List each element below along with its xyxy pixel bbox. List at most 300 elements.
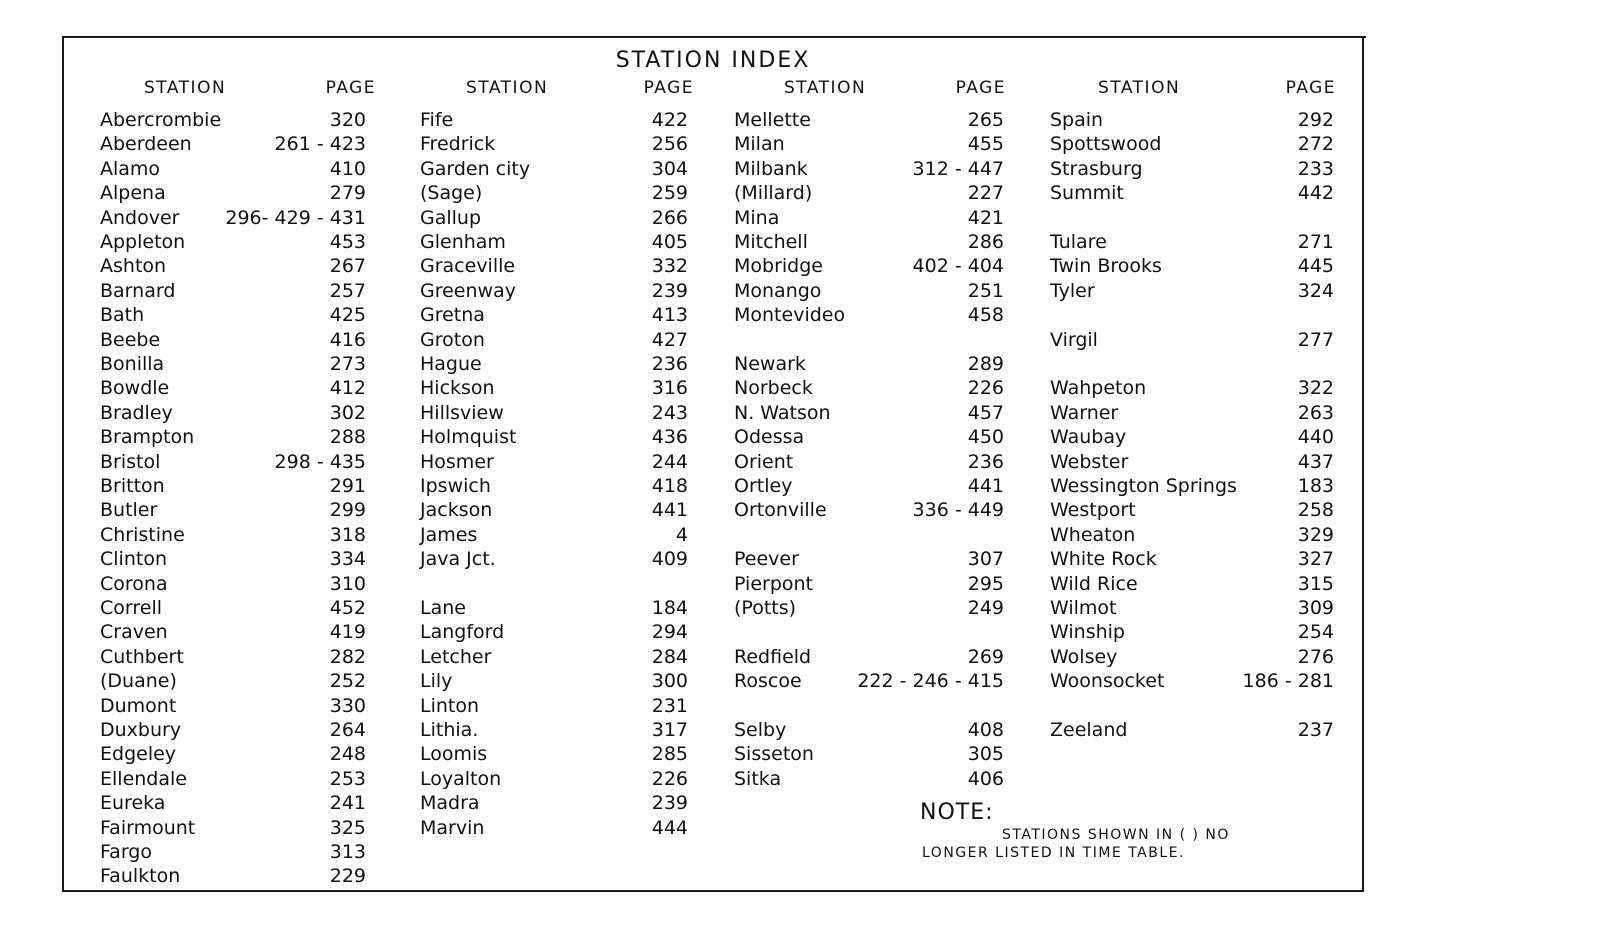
page-number: 239 (651, 792, 688, 815)
station-name: Appleton (100, 231, 186, 253)
table-row (420, 401, 688, 425)
station-name: Butler (100, 499, 158, 522)
page-number: 334 (329, 548, 366, 571)
table-row (420, 645, 688, 669)
table-row (420, 254, 688, 278)
station-name: Wessington Springs (1050, 475, 1237, 497)
table-row (420, 474, 688, 498)
table-row (100, 498, 366, 522)
table-row (420, 157, 688, 181)
station-name: Holmquist (420, 426, 517, 449)
table-row (734, 669, 1004, 693)
table-row (100, 230, 366, 254)
station-header: STATION (1098, 78, 1181, 98)
station-name: Fargo (100, 841, 152, 863)
station-name: Milbank (734, 157, 808, 180)
station-name: Mellette (734, 109, 811, 131)
page-number: 4 (675, 523, 688, 546)
station-name: Summit (1050, 182, 1124, 205)
page-number: 252 (329, 670, 366, 693)
station-name: Spain (1050, 109, 1104, 131)
page-number: 322 (1297, 377, 1334, 400)
page-number: 440 (1297, 426, 1334, 449)
page-number: 315 (1297, 572, 1334, 595)
station-name: Lithia. (420, 719, 479, 741)
table-row (420, 108, 688, 132)
page-number: 227 (967, 182, 1004, 205)
station-name: Loyalton (420, 767, 502, 790)
table-row (1050, 620, 1334, 644)
page-header: PAGE (1285, 78, 1336, 98)
station-name: Barnard (100, 279, 176, 302)
station-name: Bonilla (100, 353, 165, 375)
table-row (100, 450, 366, 474)
station-name: Beebe (100, 328, 161, 351)
table-row (100, 791, 366, 815)
table-row (100, 328, 366, 352)
table-row (1050, 401, 1334, 425)
page-number: 288 (329, 426, 366, 449)
page-number: 236 (967, 450, 1004, 473)
table-row (1050, 376, 1334, 400)
page-number: 307 (967, 548, 1004, 571)
station-name: Tyler (1050, 279, 1095, 302)
table-row (100, 645, 366, 669)
table-row (1050, 572, 1334, 596)
table-row (420, 181, 688, 205)
page-number: 263 (1297, 401, 1334, 424)
table-row (734, 352, 1004, 376)
page-number: 444 (651, 816, 688, 839)
table-row (1050, 328, 1334, 352)
table-row (100, 376, 366, 400)
table-row (420, 206, 688, 230)
page-number: 264 (329, 719, 366, 741)
station-name: (Sage) (420, 182, 483, 205)
station-name: (Duane) (100, 670, 177, 693)
page-number: 183 (1297, 475, 1334, 497)
station-index-table (62, 36, 1364, 892)
page-number: 289 (967, 353, 1004, 375)
table-row (100, 572, 366, 596)
station-name: Sisseton (734, 743, 814, 766)
table-row (100, 254, 366, 278)
station-name: Ortonville (734, 499, 827, 522)
station-name: Jackson (420, 499, 493, 522)
page-number: 412 (329, 377, 366, 400)
station-name: Spottswood (1050, 133, 1162, 156)
station-name: Warner (1050, 401, 1119, 424)
station-name: Loomis (420, 743, 488, 766)
page-number: 251 (967, 279, 1004, 302)
page-number: 327 (1297, 548, 1334, 571)
page-number: 261 - 423 (274, 133, 366, 156)
station-name: Webster (1050, 450, 1129, 473)
page-number: 272 (1297, 133, 1334, 156)
page-number: 316 (651, 377, 688, 400)
page-number: 295 (967, 572, 1004, 595)
page-number: 286 (967, 231, 1004, 253)
station-name: Java Jct. (420, 548, 496, 571)
page-number: 437 (1297, 450, 1334, 473)
station-name: Wild Rice (1050, 572, 1138, 595)
table-row (100, 523, 366, 547)
station-name: Letcher (420, 645, 492, 668)
page-number: 273 (329, 353, 366, 375)
page-number: 222 - 246 - 415 (857, 670, 1004, 693)
station-name: Wolsey (1050, 645, 1118, 668)
table-row (734, 498, 1004, 522)
table-row (420, 279, 688, 303)
station-name: Tulare (1050, 231, 1107, 253)
station-name: Mina (734, 206, 780, 229)
table-row (420, 547, 688, 571)
station-name: Hickson (420, 377, 495, 400)
table-row (100, 694, 366, 718)
station-name: Ortley (734, 475, 793, 497)
station-name: Odessa (734, 426, 805, 449)
station-name: (Millard) (734, 182, 813, 205)
table-row (100, 157, 366, 181)
table-row (734, 254, 1004, 278)
page-header: PAGE (643, 78, 694, 98)
station-name: Lily (420, 670, 453, 693)
table-row (100, 864, 366, 888)
station-name: Hillsview (420, 401, 504, 424)
station-name: Milan (734, 133, 785, 156)
page-number: 186 - 281 (1242, 670, 1334, 693)
station-name: Pierpont (734, 572, 813, 595)
page-number: 406 (967, 767, 1004, 790)
page-number: 452 (329, 597, 366, 619)
page-number: 318 (329, 523, 366, 546)
page-number: 332 (651, 255, 688, 278)
table-row (734, 425, 1004, 449)
page-number: 421 (967, 206, 1004, 229)
table-row (100, 620, 366, 644)
page-title: STATION INDEX (615, 48, 811, 73)
table-row (420, 425, 688, 449)
page-number: 336 - 449 (912, 499, 1004, 522)
table-row (100, 742, 366, 766)
table-row (1050, 718, 1334, 742)
page-number: 453 (329, 231, 366, 253)
table-row (100, 181, 366, 205)
page-number: 282 (329, 645, 366, 668)
table-row (420, 328, 688, 352)
page-number: 292 (1297, 109, 1334, 131)
table-row (734, 132, 1004, 156)
page-number: 243 (651, 401, 688, 424)
page-number: 236 (651, 353, 688, 375)
station-name: Selby (734, 719, 787, 741)
page-number: 325 (329, 816, 366, 839)
table-row (734, 767, 1004, 791)
table-row (420, 669, 688, 693)
station-name: Christine (100, 523, 185, 546)
station-name: Hague (420, 353, 482, 375)
station-name: James (420, 523, 478, 546)
station-name: Cuthbert (100, 645, 184, 668)
table-row (1050, 450, 1334, 474)
station-name: Alamo (100, 157, 161, 180)
page-number: 300 (651, 670, 688, 693)
table-row (100, 816, 366, 840)
table-row (734, 157, 1004, 181)
station-header: STATION (144, 78, 227, 98)
page-number: 324 (1297, 279, 1334, 302)
station-name: Newark (734, 353, 806, 375)
station-name: Clinton (100, 548, 167, 571)
table-row (100, 206, 366, 230)
page-number: 402 - 404 (912, 255, 1004, 278)
station-name: Ipswich (420, 475, 491, 497)
station-name: Woonsocket (1050, 670, 1165, 693)
page-number: 291 (329, 475, 366, 497)
page-number: 458 (967, 304, 1004, 327)
station-name: Abercrombie (100, 109, 222, 131)
station-name: Dumont (100, 694, 177, 717)
table-row (420, 132, 688, 156)
table-row (420, 620, 688, 644)
page-number: 419 (329, 621, 366, 644)
station-name: Lane (420, 597, 466, 619)
table-row (100, 547, 366, 571)
station-name: Alpena (100, 182, 166, 205)
station-name: Strasburg (1050, 157, 1143, 180)
station-name: Gretna (420, 304, 485, 327)
station-name: Bowdle (100, 377, 170, 400)
page-number: 405 (651, 231, 688, 253)
station-name: Garden city (420, 157, 531, 180)
table-row (734, 279, 1004, 303)
table-row (100, 279, 366, 303)
table-row (100, 767, 366, 791)
station-name: Peever (734, 548, 799, 571)
page-number: 271 (1297, 231, 1334, 253)
station-name: Redfield (734, 645, 812, 668)
station-name: Bath (100, 304, 145, 327)
station-name: Faulkton (100, 865, 181, 888)
table-row (100, 718, 366, 742)
page-number: 310 (329, 572, 366, 595)
table-row (734, 181, 1004, 205)
table-row (1050, 132, 1334, 156)
page-number: 304 (651, 157, 688, 180)
page-number: 266 (651, 206, 688, 229)
page-number: 425 (329, 304, 366, 327)
table-row (100, 401, 366, 425)
page-number: 254 (1297, 621, 1334, 644)
table-row (1050, 523, 1334, 547)
table-row (420, 791, 688, 815)
page-number: 312 - 447 (912, 157, 1004, 180)
station-name: Gallup (420, 206, 482, 229)
page-number: 237 (1297, 719, 1334, 741)
table-row (420, 523, 688, 547)
station-name: Wheaton (1050, 523, 1136, 546)
table-row (1050, 157, 1334, 181)
table-row (1050, 547, 1334, 571)
table-row (1050, 669, 1334, 693)
page-number: 269 (967, 645, 1004, 668)
table-row (420, 816, 688, 840)
station-name: Twin Brooks (1050, 255, 1162, 278)
page-number: 418 (651, 475, 688, 497)
station-name: N. Watson (734, 401, 831, 424)
table-row (1050, 230, 1334, 254)
station-name: Langford (420, 621, 505, 644)
page-number: 184 (651, 597, 688, 619)
table-row (734, 230, 1004, 254)
station-name: Fife (420, 109, 454, 131)
table-row (734, 742, 1004, 766)
station-name: (Potts) (734, 597, 797, 619)
station-name: Ellendale (100, 767, 187, 790)
station-name: Norbeck (734, 377, 813, 400)
table-row (734, 645, 1004, 669)
station-name: Hosmer (420, 450, 494, 473)
page-number: 408 (967, 719, 1004, 741)
page-number: 441 (651, 499, 688, 522)
station-name: Corona (100, 572, 168, 595)
station-name: Winship (1050, 621, 1125, 644)
page-number: 256 (651, 133, 688, 156)
station-name: Edgeley (100, 743, 177, 766)
page-number: 276 (1297, 645, 1334, 668)
table-row (420, 596, 688, 620)
page-number: 441 (967, 475, 1004, 497)
page-number: 309 (1297, 597, 1334, 619)
page-number: 259 (651, 182, 688, 205)
station-name: Sitka (734, 767, 782, 790)
table-row (1050, 254, 1334, 278)
page-number: 296- 429 - 431 (225, 206, 366, 229)
table-row (100, 596, 366, 620)
table-row (420, 450, 688, 474)
note-title: NOTE: (920, 800, 994, 825)
page-number: 284 (651, 645, 688, 668)
page-number: 257 (329, 279, 366, 302)
table-row (734, 376, 1004, 400)
table-row (734, 596, 1004, 620)
table-row (1050, 645, 1334, 669)
station-name: Orient (734, 450, 794, 473)
station-name: White Rock (1050, 548, 1157, 571)
table-row (734, 303, 1004, 327)
table-row (100, 669, 366, 693)
table-row (734, 718, 1004, 742)
page-number: 294 (651, 621, 688, 644)
table-row (100, 303, 366, 327)
page-number: 285 (651, 743, 688, 766)
page-number: 229 (329, 865, 366, 888)
table-row (100, 108, 366, 132)
table-row (734, 206, 1004, 230)
station-name: Mitchell (734, 231, 808, 253)
station-name: Craven (100, 621, 168, 644)
page-number: 305 (967, 743, 1004, 766)
station-name: Wilmot (1050, 597, 1117, 619)
table-row (734, 450, 1004, 474)
station-name: Linton (420, 694, 480, 717)
page-number: 226 (967, 377, 1004, 400)
table-row (420, 230, 688, 254)
table-row (420, 767, 688, 791)
page-number: 450 (967, 426, 1004, 449)
table-row (1050, 474, 1334, 498)
page-number: 299 (329, 499, 366, 522)
table-row (100, 352, 366, 376)
station-name: Fairmount (100, 816, 196, 839)
page-number: 258 (1297, 499, 1334, 522)
table-row (420, 498, 688, 522)
table-row (420, 303, 688, 327)
table-row (734, 401, 1004, 425)
table-row (734, 474, 1004, 498)
station-name: Andover (100, 206, 180, 229)
page-number: 248 (329, 743, 366, 766)
station-name: Wahpeton (1050, 377, 1147, 400)
page-number: 409 (651, 548, 688, 571)
station-name: Bristol (100, 450, 161, 473)
station-name: Westport (1050, 499, 1136, 522)
page-number: 313 (329, 841, 366, 863)
station-name: Greenway (420, 279, 516, 302)
table-row (734, 572, 1004, 596)
table-row (420, 352, 688, 376)
station-name: Duxbury (100, 719, 182, 741)
table-row (100, 132, 366, 156)
station-name: Waubay (1050, 426, 1127, 449)
page-number: 277 (1297, 328, 1334, 351)
table-row (100, 474, 366, 498)
station-name: Ashton (100, 255, 167, 278)
page-number: 436 (651, 426, 688, 449)
station-name: Graceville (420, 255, 516, 278)
station-header: STATION (466, 78, 549, 98)
station-name: Madra (420, 792, 480, 815)
station-name: Bradley (100, 401, 173, 424)
station-name: Roscoe (734, 670, 802, 693)
page-number: 244 (651, 450, 688, 473)
table-row (420, 742, 688, 766)
station-name: Groton (420, 328, 485, 351)
page-number: 416 (329, 328, 366, 351)
page-number: 249 (967, 597, 1004, 619)
station-name: Eureka (100, 792, 166, 815)
page-number: 298 - 435 (274, 450, 366, 473)
table-row (1050, 181, 1334, 205)
page-number: 253 (329, 767, 366, 790)
page-number: 455 (967, 133, 1004, 156)
station-name: Mobridge (734, 255, 823, 278)
page-number: 329 (1297, 523, 1334, 546)
station-name: Monango (734, 279, 822, 302)
note-text (922, 826, 1322, 862)
table-row (1050, 425, 1334, 449)
page-number: 457 (967, 401, 1004, 424)
note-line-2: LONGER LISTED IN TIME TABLE. (922, 845, 1185, 861)
station-name: Britton (100, 475, 165, 497)
station-name: Marvin (420, 816, 485, 839)
station-name: Correll (100, 597, 163, 619)
table-row (420, 376, 688, 400)
page-number: 442 (1297, 182, 1334, 205)
page-number: 226 (651, 767, 688, 790)
station-name: Virgil (1050, 328, 1098, 351)
page-number: 413 (651, 304, 688, 327)
